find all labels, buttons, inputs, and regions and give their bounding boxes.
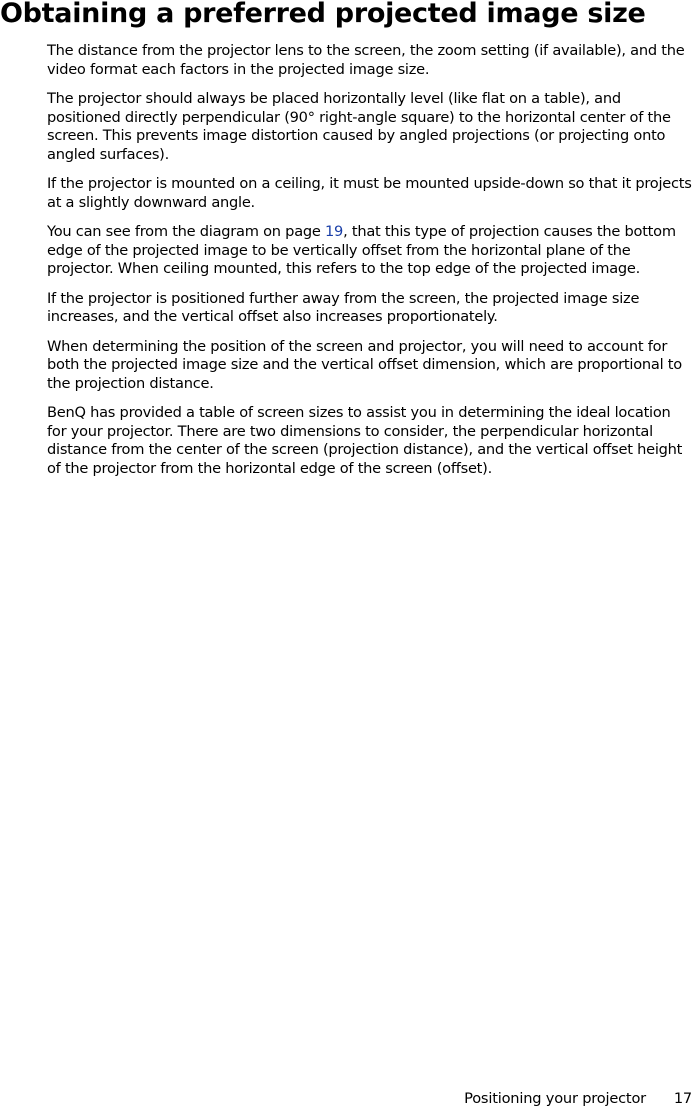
page-number: 17 bbox=[673, 1090, 692, 1107]
paragraph-vertical-offset-lead: You can see from the diagram on page bbox=[47, 223, 326, 240]
page-title: Obtaining a preferred projected image size bbox=[0, 0, 646, 29]
paragraph-image-size-factors: The distance from the projector lens to the screen, the zoom setting (if available), and the video format each factors in the projected image size. bbox=[47, 42, 685, 78]
paragraph-vertical-offset bbox=[47, 223, 692, 279]
body-text bbox=[47, 42, 692, 489]
paragraph-placement: The projector should always be placed horizontally level (like flat on a table), and positioned directly perpendicular (90° right-angle square) to the horizontal center of the screen. This prevents image distortion caused by angled projections (or projecting onto angled surfaces). bbox=[47, 90, 671, 163]
paragraph-positioning: When determining the position of the screen and projector, you will need to account for both the projected image size and the vertical offset dimension, which are proportional to the projection distance. bbox=[47, 337, 682, 392]
paragraph-vertical-offset-rest: , that this type of projection causes the bottom edge of the projected image to be vertically offset from the horizontal plane of the projector. When ceiling mounted, this refers to the top edge of the projected image. bbox=[47, 223, 676, 277]
paragraph-ceiling-mount: If the projector is mounted on a ceiling, it must be mounted upside-down so that it projects at a slightly downward angle. bbox=[47, 175, 692, 211]
page-footer bbox=[0, 1090, 696, 1110]
paragraph-screen-size-table: BenQ has provided a table of screen sizes to assist you in determining the ideal location for your projector. There are two dimensions to consider, the perpendicular horizontal distance from the center of the screen (projection distance), and the vertical offset height of the projector from the horizontal edge of the screen (offset). bbox=[47, 404, 683, 477]
page-19-link[interactable]: 19 bbox=[325, 223, 344, 240]
footer-section-title: Positioning your projector bbox=[464, 1090, 646, 1107]
paragraph-distance-effect: If the projector is positioned further away from the screen, the projected image size increases, and the vertical offset also increases proportionately. bbox=[47, 289, 640, 325]
